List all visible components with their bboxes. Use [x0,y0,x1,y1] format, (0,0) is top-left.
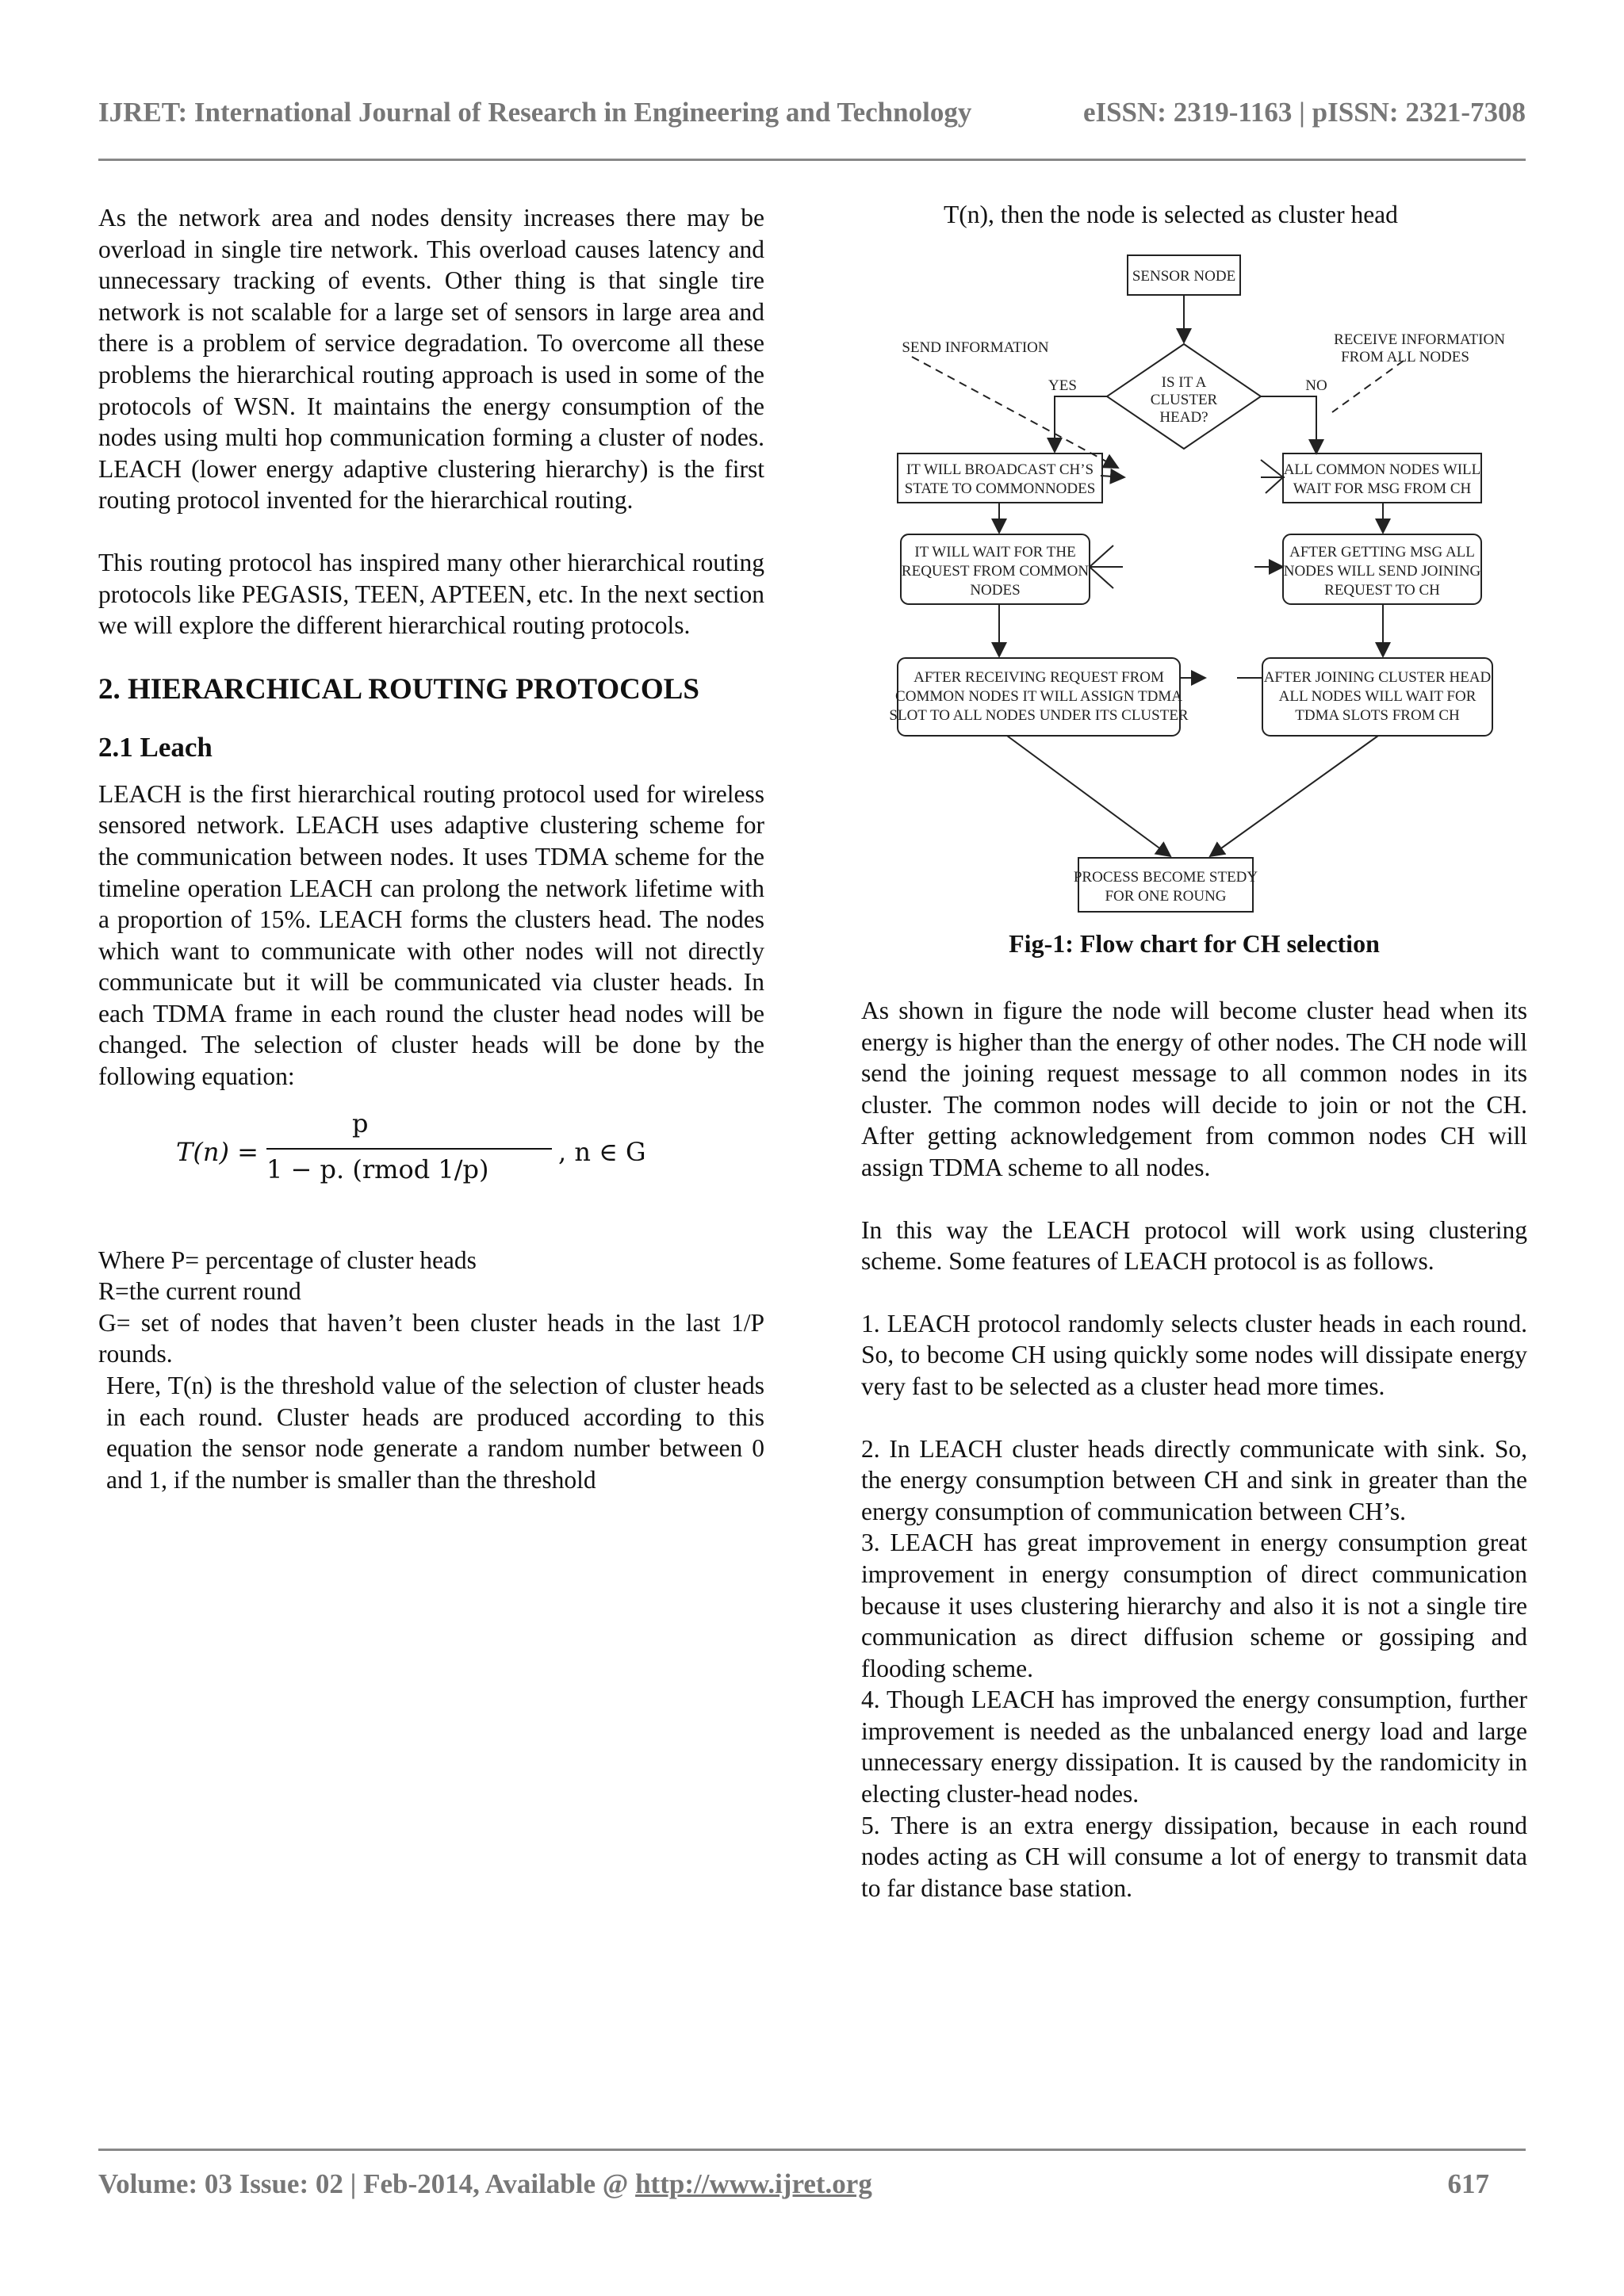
box-text: AFTER JOINING CLUSTER HEAD [1263,669,1492,686]
definition-g: G= set of nodes that haven’t been cluster heads in the last 1/P rounds. [98,1308,764,1368]
figure-caption: Fig-1: Flow chart for CH selection [1009,929,1380,958]
decision-line-3: HEAD? [1159,409,1208,426]
receive-info-label-1: RECEIVE INFORMATION [1334,331,1505,348]
yes-label: YES [1048,377,1077,394]
box-text: FOR ONE ROUNG [1105,888,1227,905]
journal-name: IJRET: International Journal of Research in Engineering and Technology [98,97,972,128]
paragraph: Here, T(n) is the threshold value of the selection of cluster heads in each round. Cluster heads are produced according to this equation the sensor node generate a random number between 0 and 1, if the number is smaller than the threshold [106,1372,764,1494]
subsection-heading: 2.1 Leach [98,731,213,763]
flowchart-figure [888,246,1507,920]
definition-p: Where P= percentage of cluster heads [98,1246,477,1274]
box-text: WAIT FOR MSG FROM CH [1293,480,1472,497]
section-heading: 2. HIERARCHICAL ROUTING PROTOCOLS [98,672,699,706]
box-text: ALL NODES WILL WAIT FOR [1278,688,1477,705]
equation-lhs: T(n) = [176,1136,259,1167]
feature-item: 3. LEACH has great improvement in energy consumption great improvement in energy consumption of direct communication because it uses clustering hierarchy and also it is not a single tire communication as direct diffusion scheme or gossiping and flooding scheme. [861,1529,1527,1682]
receive-info-label-2: FROM ALL NODES [1341,349,1469,365]
equation-definitions [98,1245,764,1370]
cluster-head-equation [98,1102,764,1221]
page-number: 617 [1447,2168,1489,2199]
decision-line-2: CLUSTER [1150,392,1218,408]
box-text: AFTER RECEIVING REQUEST FROM [914,669,1164,686]
box-text: SLOT TO ALL NODES UNDER ITS CLUSTER [889,707,1189,724]
fraction-bar [266,1148,552,1150]
feature-item: 1. LEACH protocol randomly selects cluster heads in each round. So, to become CH using quickly some nodes will dissipate energy very fast to be selected as a cluster head more times. [861,1309,1527,1400]
feature-item: 2. In LEACH cluster heads directly communicate with sink. So, the energy consumption between CH and sink in greater than the energy consumption of communication between CH’s. [861,1434,1527,1525]
box-text: NODES [970,582,1021,599]
no-label: NO [1305,377,1327,394]
box-text: IT WILL WAIT FOR THE [914,544,1076,561]
paragraph: LEACH is the first hierarchical routing protocol used for wireless sensored network. LEACH uses adaptive clustering scheme for the communication between nodes. It uses TDMA scheme for the timeline operation LEACH can prolong the network lifetime with a proportion of 15%. LEACH forms the clusters head. The nodes which want to communicate with other nodes will not directly communicate but it will be communicated via cluster heads. In each TDMA frame in each round the cluster head nodes will be changed. The selection of cluster heads will be done by the following equation: [98,779,764,1091]
equation-condition: , n ∈ G [558,1136,646,1167]
definition-r: R=the current round [98,1277,301,1306]
footer-rule [98,2149,1526,2151]
paragraph: As shown in figure the node will become cluster head when its energy is higher than the energy of other nodes. The CH node will send the joining request message to all common nodes in its cluster. The common nodes will decide to join or not the CH. After getting acknowledgement from common nodes CH will assign TDMA scheme to all nodes. [861,997,1527,1181]
running-footer [98,2168,1489,2200]
box-text: COMMON NODES IT WILL ASSIGN TDMA [895,688,1182,705]
paragraph: As the network area and nodes density increases there may be overload in single tire network. This overload causes latency and unnecessary tracking of events. Other thing is that single tire network is not scalable for a large set of sensors in large area and there is a problem of service degradation. To overcome all these problems the hierarchical routing approach is used in some of the protocols of WSN. It maintains the energy consumption of the nodes using multi hop communication forming a cluster of nodes. LEACH (lower energy adaptive clustering hierarchy) is the first routing protocol invented for the hierarchical routing. [98,204,764,515]
box-text: AFTER GETTING MSG ALL [1289,544,1475,561]
box-text: PROCESS BECOME STEDY [1073,869,1258,886]
paragraph: In this way the LEACH protocol will work using clustering scheme. Some features of LEACH protocol is as follows. [861,1215,1527,1276]
header-rule [98,159,1526,161]
equation-numerator: p [352,1108,369,1138]
box-text: IT WILL BROADCAST CH’S [906,461,1094,478]
decision-line-1: IS IT A [1161,374,1207,391]
right-column [861,995,1527,1904]
box-text: REQUEST TO CH [1324,582,1440,599]
box-text: NODES WILL SEND JOINING [1283,563,1481,580]
footer-volume [98,2168,872,2200]
issn: eISSN: 2319-1163 | pISSN: 2321-7308 [1082,97,1526,128]
box-text: REQUEST FROM COMMON [901,563,1090,580]
journal-link[interactable]: http://www.ijret.org [635,2168,872,2199]
left-column [98,202,764,1495]
running-header [98,97,1526,128]
feature-item: 4. Though LEACH has improved the energy consumption, further improvement is needed as the unbalanced energy load and large unnecessary energy dissipation. It is caused by the randomicity in electing cluster-head nodes. [861,1686,1527,1808]
box-text: TDMA SLOTS FROM CH [1295,707,1460,724]
paragraph: This routing protocol has inspired many other hierarchical routing protocols like PEGASIS, TEEN, APTEEN, etc. In the next section we will explore the different hierarchical routing protocols. [98,548,764,640]
box-text: ALL COMMON NODES WILL [1283,461,1481,478]
paragraph-continuation: T(n), then the node is selected as cluster head [944,201,1398,228]
send-info-label: SEND INFORMATION [902,339,1049,356]
volume-text: Volume: 03 Issue: 02 | Feb-2014, Available @ [98,2168,629,2199]
sensor-node-label: SENSOR NODE [1132,268,1236,285]
feature-item: 5. There is an extra energy dissipation, because in each round nodes acting as CH will consume a lot of energy to transmit data to far distance base station. [861,1811,1527,1902]
box-text: STATE TO COMMONNODES [904,480,1096,497]
equation-denominator: 1 − p. (rmod 1/p) [266,1154,489,1184]
